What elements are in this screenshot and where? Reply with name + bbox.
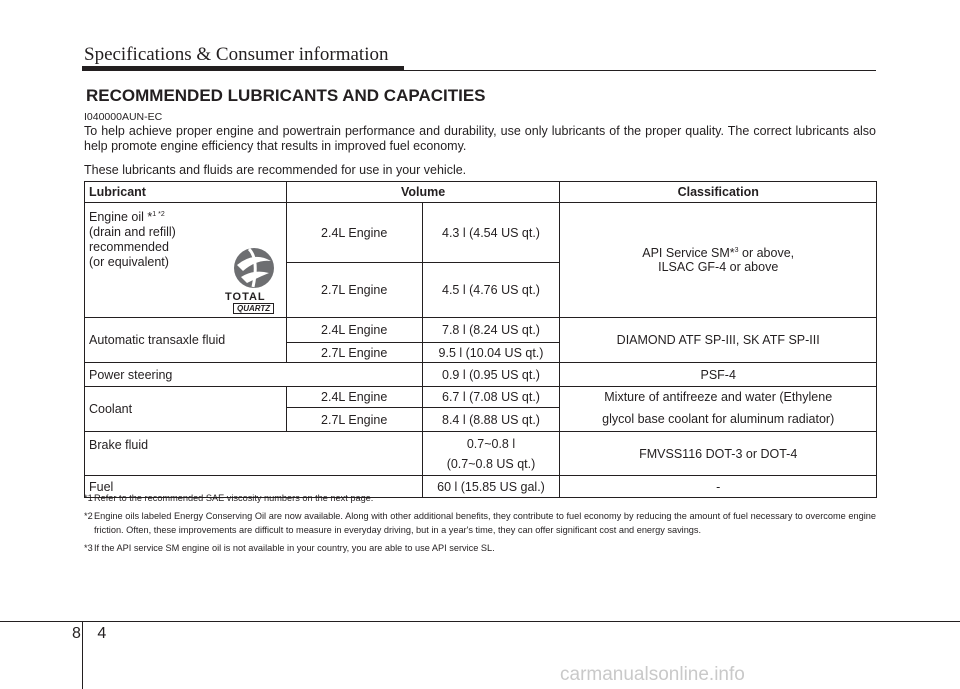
volume-cell — [422, 432, 560, 476]
classification-text: or above, — [738, 246, 795, 260]
header-volume: Volume — [286, 182, 560, 203]
engine-cell: 2.4L Engine — [286, 387, 422, 408]
lubricant-cell: Brake fluid — [85, 432, 423, 476]
volume-cell: 8.4 l (8.88 US qt.) — [422, 408, 560, 432]
volume-cell: 4.5 l (4.76 US qt.) — [422, 263, 560, 318]
classification-text: API Service SM* — [642, 246, 735, 260]
lubricant-cell: Coolant — [85, 387, 287, 432]
footnote-ref-2: *2 — [156, 211, 165, 218]
total-logo-text: TOTAL — [225, 291, 266, 303]
engine-oil-desc: (or equivalent) — [89, 255, 169, 270]
footnote — [84, 491, 876, 505]
classification-cell: Mixture of antifreeze and water (Ethylene — [560, 387, 877, 408]
engine-cell: 2.7L Engine — [286, 263, 422, 318]
engine-oil-cell — [85, 203, 287, 318]
classification-cell: FMVSS116 DOT-3 or DOT-4 — [560, 432, 877, 476]
lubricants-table — [84, 181, 877, 498]
chapter-number: 8 — [72, 625, 81, 642]
page-number — [72, 625, 106, 643]
volume-cell: 7.8 l (8.24 US qt.) — [422, 318, 560, 343]
footnote-mark: *3 — [84, 543, 93, 553]
footnote — [84, 509, 876, 537]
classification-cell: - — [560, 476, 877, 498]
volume-cell: 0.9 l (0.95 US qt.) — [422, 363, 560, 387]
footnotes — [84, 491, 876, 555]
table-row — [85, 203, 877, 263]
engine-cell: 2.4L Engine — [286, 203, 422, 263]
volume-cell: 60 l (15.85 US gal.) — [422, 476, 560, 498]
classification-cell — [560, 203, 877, 318]
lubricant-cell: Automatic transaxle fluid — [85, 318, 287, 363]
classification-cell: glycol base coolant for aluminum radiator) — [560, 408, 877, 432]
footnote-text: If the API service SM engine oil is not available in your country, you are able to use API service SL. — [94, 543, 495, 553]
section-code: I040000AUN-EC — [84, 111, 163, 123]
footnote-mark: *1 — [84, 493, 93, 503]
page-header-title: Specifications & Consumer information — [84, 44, 389, 65]
section-title: RECOMMENDED LUBRICANTS AND CAPACITIES — [86, 86, 486, 105]
engine-oil-desc: recommended — [89, 240, 169, 255]
header-bar — [82, 66, 404, 71]
footnote-text: Refer to the recommended SAE viscosity numbers on the next page. — [94, 493, 374, 503]
table-header-row — [85, 182, 877, 203]
volume-text: (0.7~0.8 US qt.) — [446, 456, 536, 471]
footnote-mark: *2 — [84, 511, 93, 521]
engine-cell: 2.7L Engine — [286, 343, 422, 363]
header-rule — [404, 70, 876, 71]
intro-paragraph: To help achieve proper engine and powertrain performance and durability, use only lubricants of the proper quality. The correct lubricants also help promote engine efficiency that results in improved fuel economy. — [84, 124, 876, 153]
header-classification: Classification — [560, 182, 877, 203]
volume-cell: 9.5 l (10.04 US qt.) — [422, 343, 560, 363]
table-row — [85, 363, 877, 387]
engine-oil-label: Engine oil * — [89, 210, 153, 225]
engine-oil-desc: (drain and refill) — [89, 225, 176, 240]
footnote-text: Engine oils labeled Energy Conserving Oil are now available. Along with other additional benefits, they contribute to fuel economy by reducing the amount of fuel necessary to overcome engine friction. Often, these improvements are difficult to measure in everyday driving, but in a year's time, they can offer significant cost and energy savings. — [94, 511, 876, 535]
footnote-ref-3: 3 — [734, 246, 739, 254]
intro-note: These lubricants and fluids are recommended for use in your vehicle. — [84, 163, 467, 177]
engine-cell: 2.4L Engine — [286, 318, 422, 343]
classification-cell: PSF-4 — [560, 363, 877, 387]
classification-text: ILSAC GF-4 or above — [658, 260, 779, 274]
table-row — [85, 432, 877, 476]
watermark: carmanualsonline.info — [560, 664, 745, 685]
lubricant-cell: Power steering — [85, 363, 423, 387]
footnote-ref-1: 1 — [152, 211, 157, 218]
engine-cell: 2.7L Engine — [286, 408, 422, 432]
quartz-logo-text: QUARTZ — [233, 303, 274, 314]
volume-text: 0.7~0.8 l — [466, 436, 516, 451]
table-row — [85, 318, 877, 343]
total-logo-icon — [229, 243, 279, 293]
lubricant-cell: Fuel — [85, 476, 423, 498]
volume-cell: 4.3 l (4.54 US qt.) — [422, 203, 560, 263]
page-number-value: 4 — [97, 625, 107, 642]
table-row — [85, 387, 877, 408]
footnote — [84, 541, 876, 555]
volume-cell: 6.7 l (7.08 US qt.) — [422, 387, 560, 408]
classification-cell: DIAMOND ATF SP-III, SK ATF SP-III — [560, 318, 877, 363]
footer-rule — [0, 621, 960, 622]
header-lubricant: Lubricant — [85, 182, 287, 203]
